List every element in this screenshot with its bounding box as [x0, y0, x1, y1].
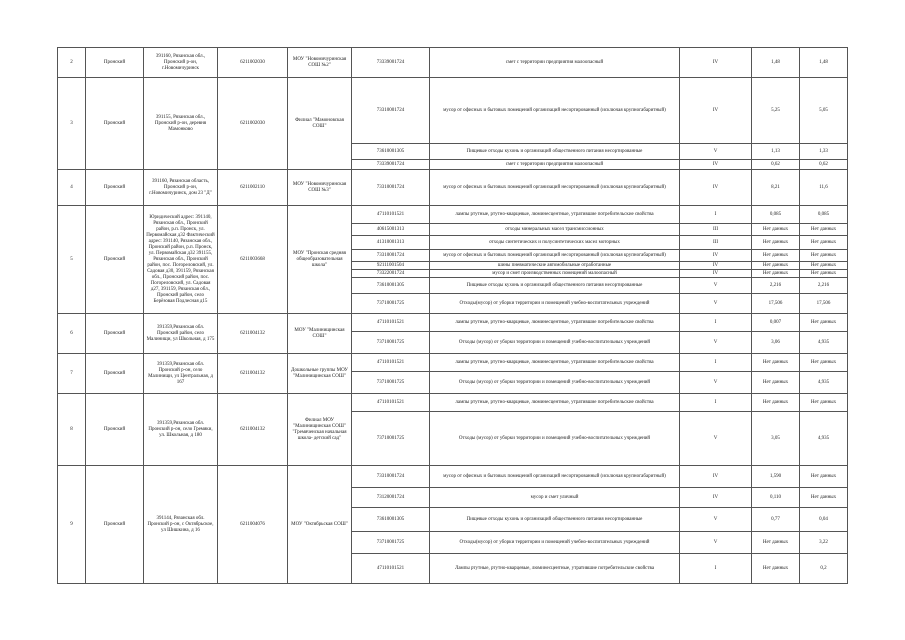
hazard-class-cell: V — [680, 508, 752, 532]
value-cell-2: Нет данных — [800, 236, 848, 250]
organization-cell: МОУ "Пронская средняя общеобразовательная школа" — [288, 206, 352, 314]
row-number: 4 — [58, 170, 86, 206]
value-cell-2: Нет данных — [800, 394, 848, 412]
district-cell: Пронский — [86, 78, 144, 170]
waste-code-cell: 73339001724 — [352, 48, 430, 78]
value-cell-2: Нет данных — [800, 224, 848, 236]
hazard-class-cell: IV — [680, 160, 752, 170]
value-cell-2: 3,22 — [800, 532, 848, 554]
inn-cell: 6211003668 — [218, 206, 288, 314]
waste-name-cell: Отходы (мусор) от уборки территории и помещений учебно-воспитательных учреждений — [430, 412, 680, 466]
hazard-class-cell: V — [680, 144, 752, 160]
waste-name-cell: Отходы (мусор) от уборки территории и помещений учебно-воспитательных учреждений — [430, 332, 680, 354]
hazard-class-cell: III — [680, 224, 752, 236]
value-cell-1: 2,216 — [752, 278, 800, 294]
value-cell-1: 3,05 — [752, 412, 800, 466]
waste-name-cell: мусор от офисных и бытовых помещений организаций несортированный (исключая крупногабаритный) — [430, 466, 680, 488]
waste-code-cell: 47110101521 — [352, 554, 430, 584]
document-page — [57, 47, 847, 584]
value-cell-2: Нет данных — [800, 354, 848, 372]
address-cell: 391160, Рязанская обл., Пронский р-он, г.Новомичуринск — [144, 48, 218, 78]
value-cell-1: Нет данных — [752, 394, 800, 412]
value-cell-1: Нет данных — [752, 224, 800, 236]
table-row — [58, 354, 848, 372]
address-cell: 391359,Рязанская обл. Пронский район, село Малинищи, ул Школьная, д 175 — [144, 314, 218, 354]
waste-code-cell: 47110101521 — [352, 394, 430, 412]
value-cell-2: 11,6 — [800, 170, 848, 206]
value-cell-1: Нет данных — [752, 372, 800, 394]
hazard-class-cell: IV — [680, 488, 752, 508]
value-cell-2: 0,04 — [800, 508, 848, 532]
waste-name-cell: мусор и смет уличный — [430, 488, 680, 508]
row-number: 9 — [58, 466, 86, 584]
district-cell: Пронский — [86, 48, 144, 78]
district-cell: Пронский — [86, 314, 144, 354]
hazard-class-cell: V — [680, 332, 752, 354]
value-cell-2: 2,216 — [800, 278, 848, 294]
value-cell-1: Нет данных — [752, 262, 800, 270]
district-cell: Пронский — [86, 206, 144, 314]
inn-cell: 6211004076 — [218, 466, 288, 584]
organization-cell: Филиал "Мамоновская СОШ" — [288, 78, 352, 170]
value-cell-2: 4,935 — [800, 332, 848, 354]
waste-name-cell: смет с территории предприятия малоопасный — [430, 48, 680, 78]
inn-cell: 6211004132 — [218, 394, 288, 466]
address-cell: 391160, Рязанская область, Пронский р-он, г.Новомичуринск, дом 23 "Д" — [144, 170, 218, 206]
hazard-class-cell: IV — [680, 78, 752, 144]
value-cell-1: 1,590 — [752, 466, 800, 488]
value-cell-1: 0,110 — [752, 488, 800, 508]
value-cell-2: 4,935 — [800, 372, 848, 394]
waste-code-cell: 73710001725 — [352, 332, 430, 354]
value-cell-1: Нет данных — [752, 354, 800, 372]
value-cell-2: 1,33 — [800, 144, 848, 160]
value-cell-1: 0,007 — [752, 314, 800, 332]
hazard-class-cell: I — [680, 354, 752, 372]
district-cell: Пронский — [86, 466, 144, 584]
hazard-class-cell: I — [680, 314, 752, 332]
waste-name-cell: мусор от офисных и бытовых помещений организаций несортированный (исключая крупногабаритный) — [430, 78, 680, 144]
organization-cell: МОУ "Малинищинская СОШ" — [288, 314, 352, 354]
organization-cell: МОУ "Октябрьская СОШ" — [288, 466, 352, 584]
address-cell: 391144, Рязанская обл. Пронский р-он, с Октябрьское, ул Шишкина, д 16 — [144, 466, 218, 584]
waste-code-cell: 73120001724 — [352, 488, 430, 508]
value-cell-2: Нет данных — [800, 270, 848, 278]
hazard-class-cell: IV — [680, 170, 752, 206]
value-cell-2: 0,62 — [800, 160, 848, 170]
hazard-class-cell: V — [680, 278, 752, 294]
waste-name-cell: Пищевые отходы кухонь и организаций общественного питания несортированные — [430, 144, 680, 160]
row-number: 3 — [58, 78, 86, 170]
address-cell: 391359,Рязанская обл. Пронский р-он, село Гремяки, ул. Школьная, д 180 — [144, 394, 218, 466]
waste-code-cell: 73610001305 — [352, 144, 430, 160]
value-cell-1: Нет данных — [752, 236, 800, 250]
value-cell-1: 0,62 — [752, 160, 800, 170]
waste-name-cell: отходы минеральных масел трансмиссионных — [430, 224, 680, 236]
address-cell: 391359,Рязанская обл. Пронский р-он, село Малинищи, ул Центральная, д 167 — [144, 354, 218, 394]
hazard-class-cell: IV — [680, 48, 752, 78]
waste-code-cell: 73710001725 — [352, 412, 430, 466]
value-cell-1: 8,21 — [752, 170, 800, 206]
organization-cell: МОУ "Новомичуринская СОШ №2" — [288, 48, 352, 78]
value-cell-2: 1,48 — [800, 48, 848, 78]
waste-code-cell: 73310001724 — [352, 78, 430, 144]
inn-cell: 6211004132 — [218, 314, 288, 354]
waste-code-cell: 47110101521 — [352, 314, 430, 332]
waste-name-cell: лампы ртутные, ртутно-кварцевые, люминесцентные, утратившие потребительские свойства — [430, 354, 680, 372]
waste-name-cell: Отходы(мусор) от уборки территории и помещений учебно-воспитательных учреждений — [430, 294, 680, 314]
waste-code-cell: 41310001313 — [352, 236, 430, 250]
inn-cell: 6211002030 — [218, 78, 288, 170]
row-number: 8 — [58, 394, 86, 466]
hazard-class-cell: I — [680, 554, 752, 584]
table-row — [58, 466, 848, 488]
row-number: 5 — [58, 206, 86, 314]
district-cell: Пронский — [86, 354, 144, 394]
waste-code-cell: 73322001724 — [352, 270, 430, 278]
waste-name-cell: лампы ртутные, ртутно-кварцевые, люминесцентные, утратившие потребительские свойства — [430, 314, 680, 332]
address-cell: 391155, Рязанская обл., Пронский р-он, деревня Мамонково — [144, 78, 218, 170]
hazard-class-cell: V — [680, 532, 752, 554]
value-cell-1: Нет данных — [752, 250, 800, 262]
value-cell-1: 5,25 — [752, 78, 800, 144]
table-row — [58, 78, 848, 144]
waste-name-cell: шины пневматические автомобильные отработанные — [430, 262, 680, 270]
table-row — [58, 48, 848, 78]
value-cell-2: 0,085 — [800, 206, 848, 224]
value-cell-2: Нет данных — [800, 466, 848, 488]
value-cell-2: 4,935 — [800, 412, 848, 466]
table-row — [58, 170, 848, 206]
hazard-class-cell: V — [680, 294, 752, 314]
inn-cell: 6211002030 — [218, 48, 288, 78]
address-cell: Юридический адрес: 391140, Рязанская обл., Пронский район, р.п. Пронск, ул. Первомайская д32 Фактический адрес: 391140, Рязанская обл., Пронский район, р.п. Пронск, ул. Первомайская д32 391155, Рязанская обл., Пронский район, пос. Погореловский, ул. Садовая д30, 391159, Рязанская обл., Пронский район, пос. Погореловский, ул. Садовая д27, 391159, Рязанская обл., Пронский район, село Берёзовая Подлесная д15 — [144, 206, 218, 314]
hazard-class-cell: V — [680, 372, 752, 394]
waste-code-cell: 73610001305 — [352, 278, 430, 294]
organization-cell: Дошкольные группы МОУ "Малинищинская СОШ" — [288, 354, 352, 394]
hazard-class-cell: III — [680, 236, 752, 250]
value-cell-2: Нет данных — [800, 250, 848, 262]
value-cell-2: Нет данных — [800, 314, 848, 332]
waste-table — [57, 47, 848, 584]
value-cell-2: Нет данных — [800, 262, 848, 270]
waste-name-cell: лампы ртутные, ртутно-кварцевые, люминесцентные, утратившие потребительские свойства — [430, 206, 680, 224]
waste-name-cell: смет с территории предприятия малоопасный — [430, 160, 680, 170]
table-row — [58, 314, 848, 332]
inn-cell: 6211002110 — [218, 170, 288, 206]
value-cell-1: 3,06 — [752, 332, 800, 354]
waste-code-cell: 92111001504 — [352, 262, 430, 270]
waste-code-cell: 40615001313 — [352, 224, 430, 236]
waste-code-cell: 73710001725 — [352, 372, 430, 394]
waste-name-cell: Отходы(мусор) от уборки территории и помещений учебно-воспитательных учреждений — [430, 532, 680, 554]
value-cell-2: 5,05 — [800, 78, 848, 144]
table-row — [58, 394, 848, 412]
hazard-class-cell: V — [680, 412, 752, 466]
value-cell-2: 0,2 — [800, 554, 848, 584]
waste-name-cell: лампы ртутные, ртутно-кварцевые, люминесцентные, утратившие потребительские свойства — [430, 394, 680, 412]
value-cell-1: 1,13 — [752, 144, 800, 160]
row-number: 2 — [58, 48, 86, 78]
hazard-class-cell: I — [680, 394, 752, 412]
district-cell: Пронский — [86, 170, 144, 206]
value-cell-1: 0,77 — [752, 508, 800, 532]
organization-cell: МОУ "Новомичуринская СОШ №3" — [288, 170, 352, 206]
waste-name-cell: отходы синтетических и полусинтетических масел моторных — [430, 236, 680, 250]
row-number: 7 — [58, 354, 86, 394]
hazard-class-cell: IV — [680, 250, 752, 262]
district-cell: Пронский — [86, 394, 144, 466]
waste-code-cell: 73710001725 — [352, 294, 430, 314]
hazard-class-cell: IV — [680, 262, 752, 270]
table-row — [58, 206, 848, 224]
value-cell-1: 1,48 — [752, 48, 800, 78]
waste-code-cell: 73710001725 — [352, 532, 430, 554]
waste-code-cell: 73610001305 — [352, 508, 430, 532]
waste-name-cell: Лампы ртутные, ртутно-кварцевые, люминесцентные, утратившие потребительские свойства — [430, 554, 680, 584]
waste-name-cell: мусор от офисных и бытовых помещений организаций несортированный (исключая крупногабаритный) — [430, 250, 680, 262]
organization-cell: Филиал МОУ "Малинищинская СОШ" "Гремяченская начальная школа- детский сад" — [288, 394, 352, 466]
value-cell-2: 17,506 — [800, 294, 848, 314]
waste-code-cell: 73310001724 — [352, 466, 430, 488]
waste-name-cell: Пищевые отходы кухонь и организаций общественного питания несортированные — [430, 278, 680, 294]
waste-name-cell: Пищевые отходы кухонь и организаций общественного питания несортированные — [430, 508, 680, 532]
value-cell-1: Нет данных — [752, 270, 800, 278]
waste-code-cell: 47110101521 — [352, 354, 430, 372]
waste-code-cell: 73339001724 — [352, 160, 430, 170]
value-cell-1: Нет данных — [752, 532, 800, 554]
value-cell-2: Нет данных — [800, 488, 848, 508]
inn-cell: 6211004132 — [218, 354, 288, 394]
hazard-class-cell: IV — [680, 270, 752, 278]
waste-name-cell: Отходы (мусор) от уборки территории и помещений учебно-воспитательных учреждений — [430, 372, 680, 394]
waste-code-cell: 73310001724 — [352, 250, 430, 262]
waste-name-cell: мусор и смет производственных помещений малоопасный — [430, 270, 680, 278]
value-cell-1: 17,506 — [752, 294, 800, 314]
waste-code-cell: 73310001724 — [352, 170, 430, 206]
hazard-class-cell: I — [680, 206, 752, 224]
row-number: 6 — [58, 314, 86, 354]
value-cell-1: Нет данных — [752, 554, 800, 584]
waste-code-cell: 47110101521 — [352, 206, 430, 224]
hazard-class-cell: IV — [680, 466, 752, 488]
waste-name-cell: мусор от офисных и бытовых помещений организаций несортированный (исключая крупногабаритный) — [430, 170, 680, 206]
value-cell-1: 0,085 — [752, 206, 800, 224]
